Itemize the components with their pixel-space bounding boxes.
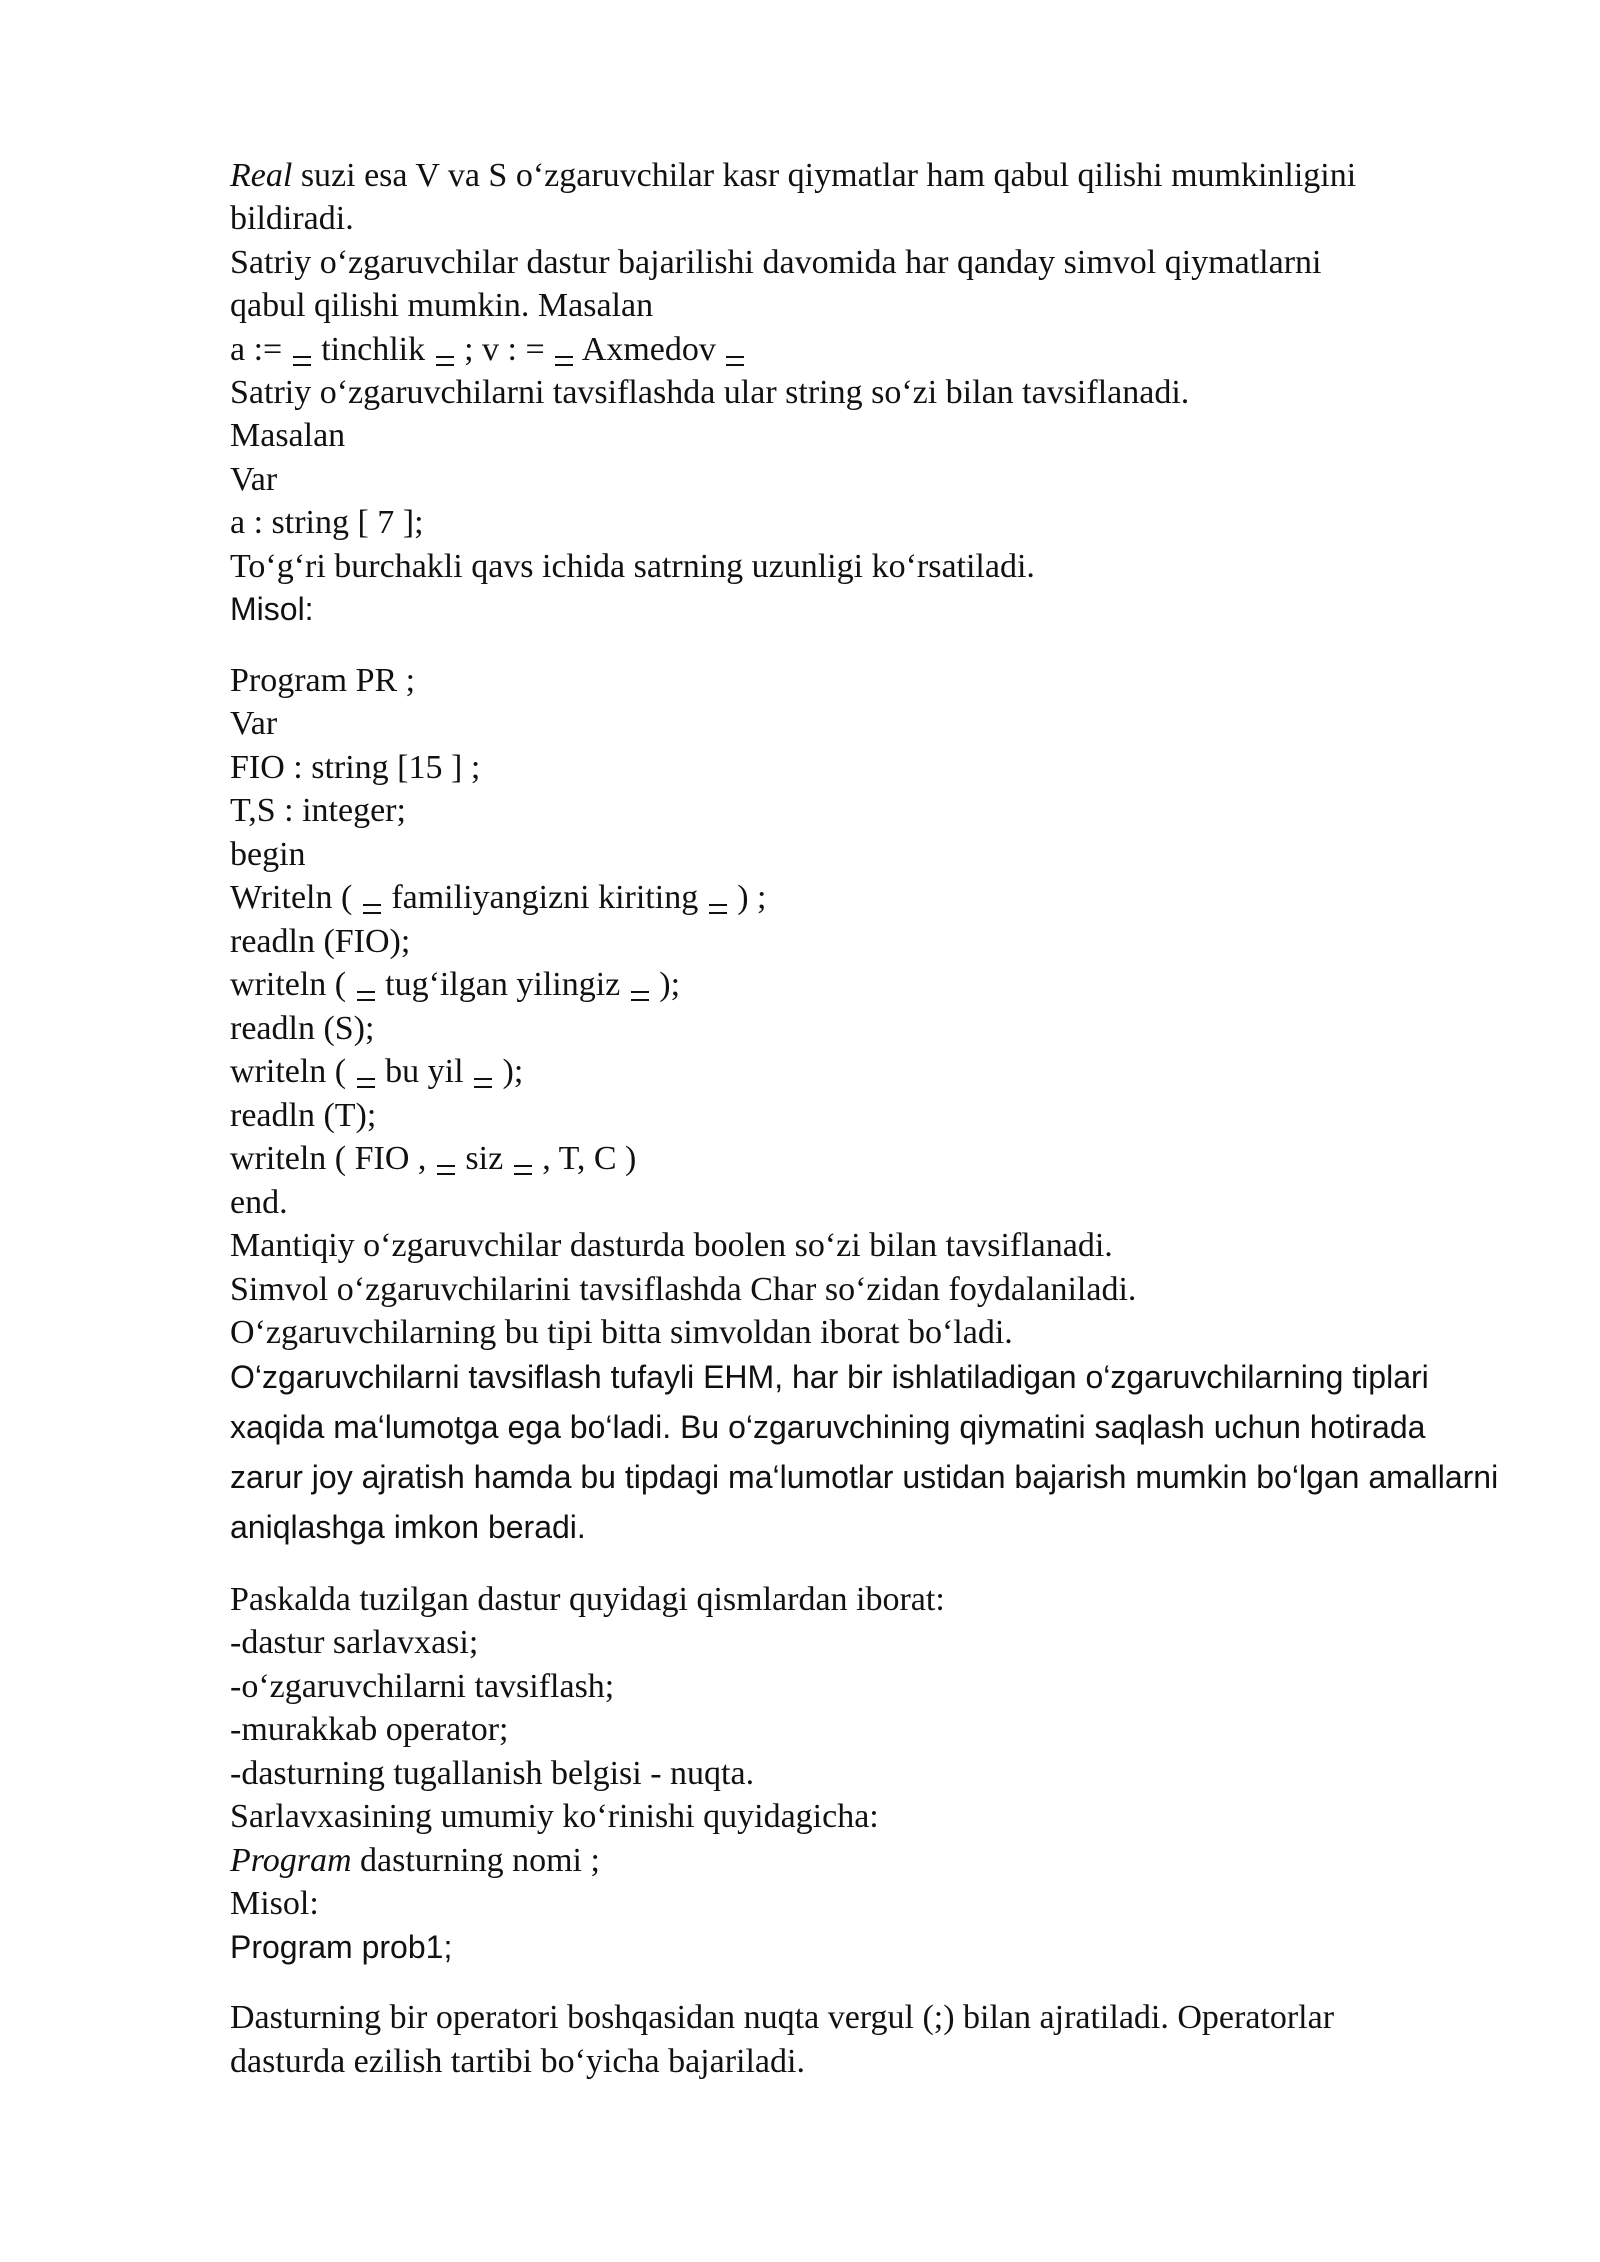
text-line: Satriy o‘zgaruvchilar dastur bajarilishi davomida har qanday simvol qiymatlarni	[230, 244, 1322, 281]
code-line: readln (S);	[230, 1010, 375, 1047]
text-line: a : string [ 7 ];	[230, 504, 424, 541]
text-line: Sarlavxasining umumiy ko‘rinishi quyidagicha:	[230, 1798, 879, 1835]
code-line: readln (T);	[230, 1097, 377, 1134]
text-line: bildiradi.	[230, 200, 354, 237]
text-line: Mantiqiy o‘zgaruvchilar dasturda boolen so‘zi bilan tavsiflanadi.	[230, 1227, 1113, 1264]
quote-mark	[363, 904, 381, 914]
list-item: -dastur sarlavxasi;	[230, 1624, 479, 1661]
text-line: Misol:	[230, 591, 314, 627]
quote-mark	[514, 1165, 532, 1175]
code-line: Var	[230, 705, 278, 742]
text-line: Program prob1;	[230, 1929, 453, 1965]
quote-mark	[357, 991, 375, 1001]
quote-mark	[726, 356, 744, 366]
text-line: O‘zgaruvchilarning bu tipi bitta simvoldan iborat bo‘ladi.	[230, 1314, 1013, 1351]
text-line: Misol:	[230, 1885, 319, 1922]
code-line: begin	[230, 836, 306, 873]
code-line: readln (FIO);	[230, 923, 411, 960]
text-line: Real suzi esa V va S o‘zgaruvchilar kasr qiymatlar ham qabul qilishi mumkinligini	[230, 157, 1357, 194]
text-line: Masalan	[230, 417, 346, 454]
quote-mark	[293, 356, 311, 366]
example-line: a := tinchlik ; v : = Axmedov	[230, 328, 746, 371]
text-line: Program dasturning nomi ;	[230, 1842, 600, 1879]
list-item: -o‘zgaruvchilarni tavsiflash;	[230, 1668, 615, 1705]
quote-mark	[555, 356, 573, 366]
text-line: Paskalda tuzilgan dastur quyidagi qismlardan iborat:	[230, 1581, 945, 1618]
text-line: Dasturning bir operatori boshqasidan nuqta vergul (;) bilan ajratiladi. Operatorlar	[230, 1999, 1335, 2036]
code-line: T,S : integer;	[230, 792, 406, 829]
code-line: writeln ( FIO , siz , T, C )	[230, 1140, 637, 1177]
code-line: end.	[230, 1184, 288, 1221]
code-line: Program PR ;	[230, 662, 416, 699]
text-line: Simvol o‘zgaruvchilarini tavsiflashda Char so‘zidan foydalaniladi.	[230, 1271, 1137, 1308]
quote-mark	[357, 1078, 375, 1088]
quote-mark	[436, 356, 454, 366]
quote-mark	[437, 1165, 455, 1175]
code-line: writeln ( bu yil );	[230, 1053, 524, 1090]
text-line: dasturda ezilish tartibi bo‘yicha bajariladi.	[230, 2043, 805, 2080]
code-line: writeln ( tug‘ilgan yilingiz );	[230, 966, 681, 1003]
text-line: qabul qilishi mumkin. Masalan	[230, 287, 654, 324]
quote-mark	[631, 991, 649, 1001]
code-line: Writeln ( familiyangizni kiriting ) ;	[230, 879, 767, 916]
sans-paragraph: O‘zgaruvchilarni tavsiflash tufayli EHM, har bir ishlatiladigan o‘zgaruvchilarning tiplari xaqida ma‘lumotga ega bo‘ladi. Bu o‘zgaruvchining qiymatini saqlash uchun hotirada zarur joy ajratish hamda bu tipdagi ma‘lumotlar ustidan bajarish mumkin bo‘lgan amallarni aniqlashga imkon beradi.	[230, 1359, 1499, 1545]
code-line: FIO : string [15 ] ;	[230, 749, 481, 786]
text-line: Satriy o‘zgaruvchilarni tavsiflashda ular string so‘zi bilan tavsiflanadi.	[230, 374, 1190, 411]
text-line: Var	[230, 461, 278, 498]
italic-word: Program	[230, 1842, 352, 1879]
italic-word: Real	[230, 157, 293, 194]
quote-mark	[709, 904, 727, 914]
quote-mark	[474, 1078, 492, 1088]
list-item: -murakkab operator;	[230, 1711, 509, 1748]
list-item: -dasturning tugallanish belgisi - nuqta.	[230, 1755, 755, 1792]
text-line: To‘g‘ri burchakli qavs ichida satrning uzunligi ko‘rsatiladi.	[230, 548, 1035, 585]
